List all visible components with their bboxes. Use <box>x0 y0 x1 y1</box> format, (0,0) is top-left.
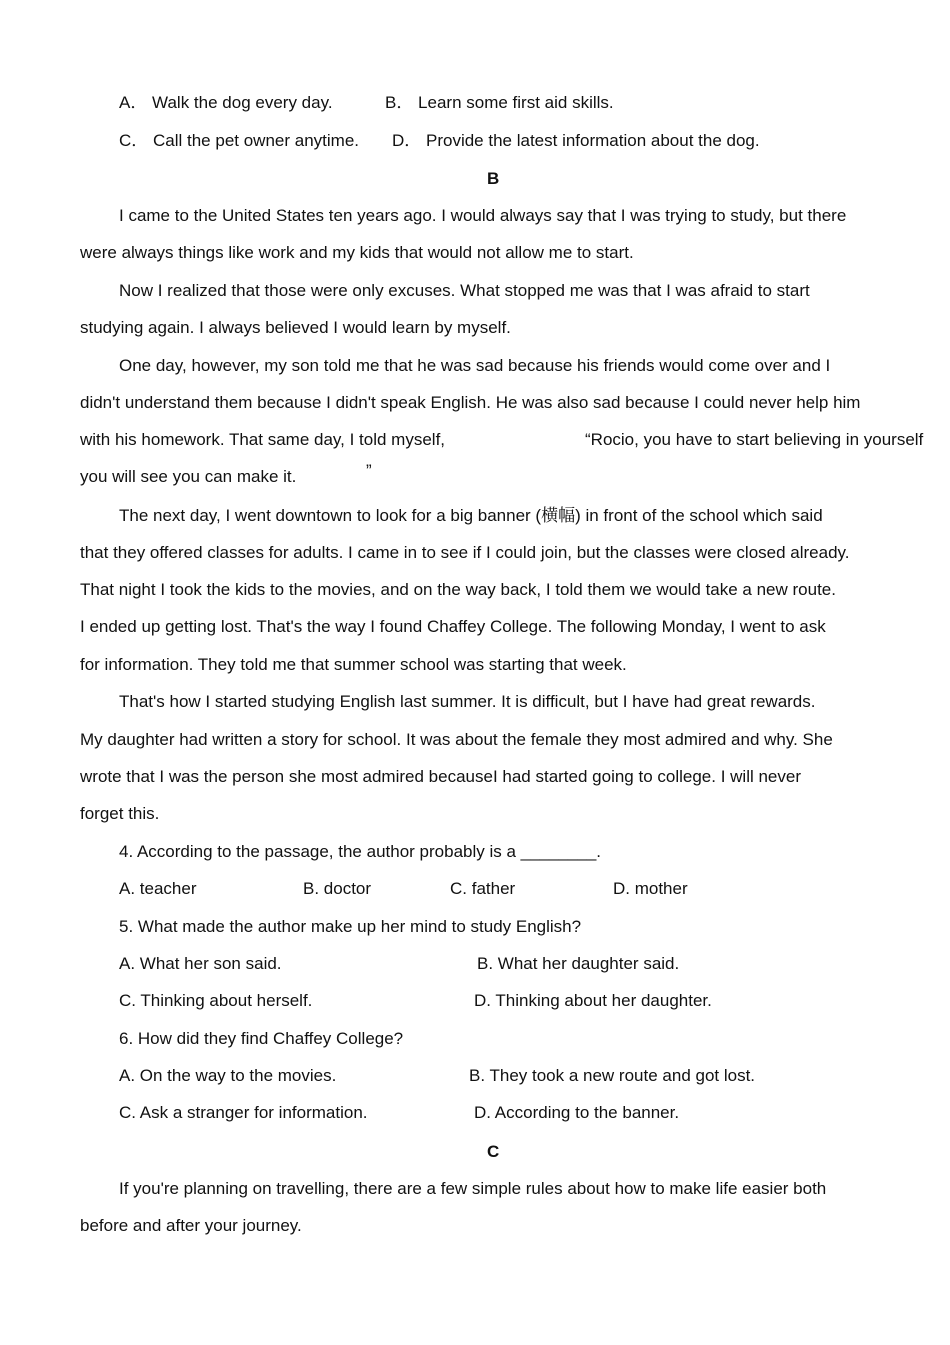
q3-option-b: B． Learn some first aid skills. <box>385 93 614 112</box>
passage-line: wrote that I was the person she most admired becauseI had started going to college. I will never <box>80 767 802 786</box>
passage-line: with his homework. That same day, I told myself, <box>80 430 446 449</box>
question-4-stem: 4. According to the passage, the author probably is a ________. <box>119 842 602 861</box>
question-4-option-c: C. father <box>450 879 516 898</box>
passage-line: The next day, I went downtown to look for a big banner (横幅) in front of the school which said <box>119 506 823 525</box>
question-4-option-b: B. doctor <box>303 879 372 898</box>
question-4-option-a: A. teacher <box>119 879 197 898</box>
question-5-option-a: A. What her son said. <box>119 954 282 973</box>
question-5-option-c: C. Thinking about herself. <box>119 991 313 1010</box>
section-b-heading: B <box>487 169 500 188</box>
passage-line: I came to the United States ten years ago. I would always say that I was trying to study, but there <box>119 206 847 225</box>
passage-quote: “Rocio, you have to start believing in yourself <box>585 430 924 449</box>
section-c-heading: C <box>487 1142 500 1161</box>
question-6-option-c: C. Ask a stranger for information. <box>119 1103 368 1122</box>
passage-line: That night I took the kids to the movies, and on the way back, I told them we would take a new route. <box>80 580 836 599</box>
passage-line: were always things like work and my kids that would not allow me to start. <box>80 243 634 262</box>
passage-line: forget this. <box>80 804 160 823</box>
passage-line: I ended up getting lost. That's the way I found Chaffey College. The following Monday, I went to ask <box>80 617 826 636</box>
passage-line: My daughter had written a story for school. It was about the female they most admired and why. She <box>80 730 833 749</box>
passage-line: didn't understand them because I didn't speak English. He was also sad because I could never help him <box>80 393 861 412</box>
question-5-option-b: B. What her daughter said. <box>477 954 680 973</box>
passage-line: before and after your journey. <box>80 1216 302 1235</box>
passage-line: One day, however, my son told me that he was sad because his friends would come over and I <box>119 356 831 375</box>
passage-line: for information. They told me that summer school was starting that week. <box>80 655 627 674</box>
q3-option-a: A． Walk the dog every day. <box>119 93 333 112</box>
question-6-option-a: A. On the way to the movies. <box>119 1066 337 1085</box>
question-5-stem: 5. What made the author make up her mind to study English? <box>119 917 582 936</box>
question-4-option-d: D. mother <box>613 879 688 898</box>
q3-option-d: D． Provide the latest information about the dog. <box>392 131 760 150</box>
passage-line: studying again. I always believed I would learn by myself. <box>80 318 511 337</box>
question-5-option-d: D. Thinking about her daughter. <box>474 991 712 1010</box>
question-6-option-b: B. They took a new route and got lost. <box>469 1066 756 1085</box>
passage-line: That's how I started studying English last summer. It is difficult, but I have had great rewards. <box>119 692 816 711</box>
passage-line: you will see you can make it. <box>80 467 297 486</box>
passage-line: If you're planning on travelling, there are a few simple rules about how to make life easier both <box>119 1179 827 1198</box>
q3-option-c: C． Call the pet owner anytime. <box>119 131 359 150</box>
passage-line: Now I realized that those were only excuses. What stopped me was that I was afraid to start <box>119 281 810 300</box>
question-6-stem: 6. How did they find Chaffey College? <box>119 1029 404 1048</box>
passage-line: that they offered classes for adults. I came in to see if I could join, but the classes were closed already. <box>80 543 850 562</box>
question-6-option-d: D. According to the banner. <box>474 1103 680 1122</box>
closing-quote-mark: ” <box>366 461 372 480</box>
